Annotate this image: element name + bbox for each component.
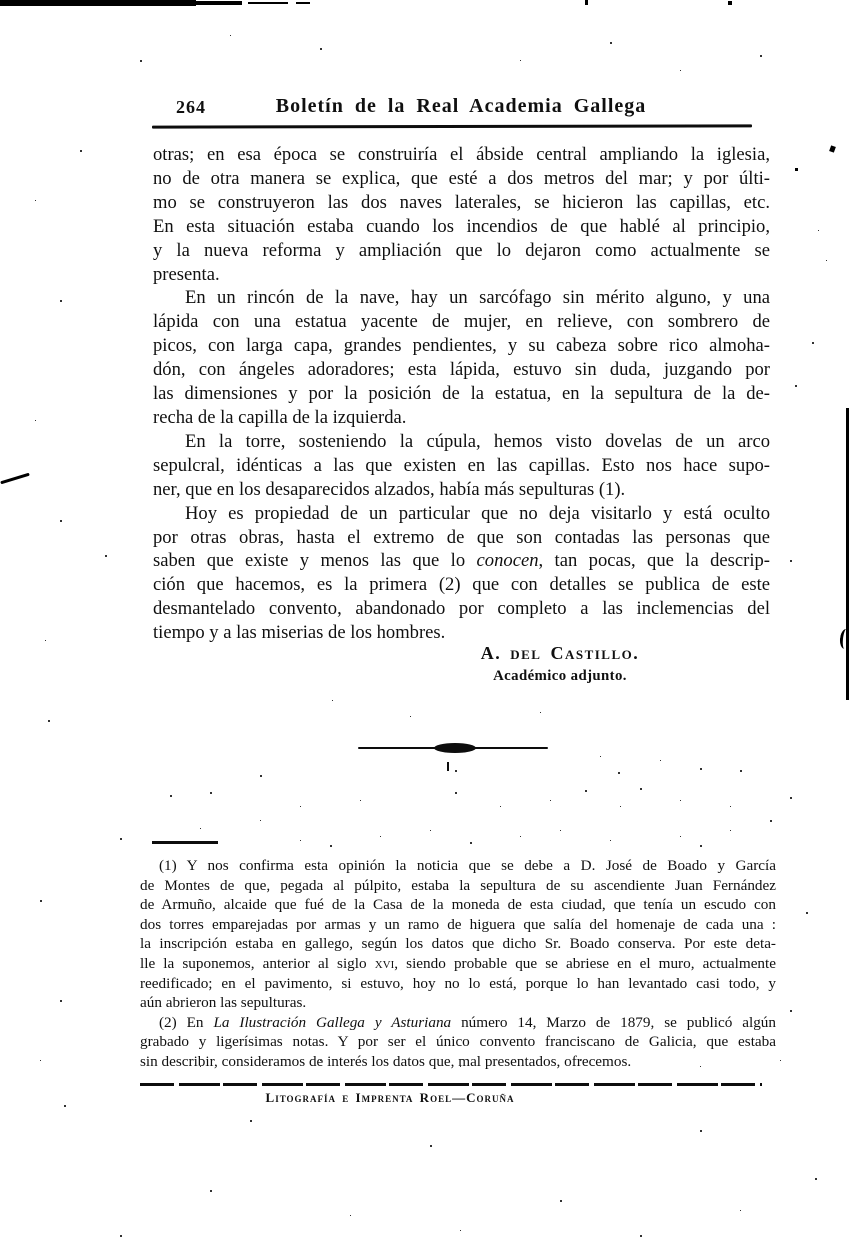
text-line: sepulcral, idénticas a las que existen en las capillas. Esto nos hace supo- xyxy=(153,454,770,476)
text-line: por otras obras, hasta el extremo de que son contadas las personas que xyxy=(153,526,770,548)
paragraph xyxy=(153,286,770,429)
scan-artifact-speck xyxy=(829,145,836,152)
text-line: ner, que en los desaparecidos alzados, había más sepulturas (1). xyxy=(153,478,626,500)
scan-artifact-right-blob xyxy=(839,628,850,649)
signature-name: A. del Castillo. xyxy=(480,643,640,663)
text-line: y la nueva reforma y ampliación que lo dejaron como actualmente se xyxy=(153,239,770,261)
footnote-separator-rule xyxy=(152,841,218,844)
text-line: ción que hacemos, es la primera (2) que con detalles se publica de este xyxy=(153,574,770,596)
text-line: presenta. xyxy=(153,263,220,285)
text-line: aún abrieron las sepulturas. xyxy=(140,994,307,1012)
text-line: saben que existe y menos las que lo conocen, tan pocas, que la descrip- xyxy=(153,550,770,572)
footer-rule xyxy=(140,1083,762,1086)
printer-imprint: Litografía e Imprenta Roel—Coruña xyxy=(265,1090,515,1105)
text-line: grabado y ligerísimas notas. Y por ser el único convento franciscano de Galicia, que estaba xyxy=(140,1033,776,1051)
scan-artifact-top-smudge xyxy=(0,0,196,6)
text-line: En la torre, sosteniendo la cúpula, hemos visto dovelas de un arco xyxy=(185,430,770,452)
text-line: dón, con ángeles adoradores; esta lápida, estuvo sin duda, juzgando por xyxy=(153,359,770,381)
scan-artifact-top-smudge xyxy=(585,0,588,5)
text-line: no de otra manera se explica, que esté a dos metros del mar; y por últi- xyxy=(153,167,770,189)
scan-artifact-top-smudge xyxy=(196,1,242,5)
text-line: lápida con una estatua yacente de mujer, en relieve, con sombrero de xyxy=(153,311,770,333)
body-text xyxy=(153,143,770,645)
header-title: Boletín de la Real Academia Gallega xyxy=(275,95,647,117)
divider-ornament-lens xyxy=(434,743,476,753)
scan-artifact-top-smudge xyxy=(296,2,310,4)
scan-artifact-speck xyxy=(795,168,798,171)
paragraph xyxy=(153,143,770,286)
scan-artifact-pen-mark xyxy=(0,473,30,485)
footnote xyxy=(140,1013,776,1072)
scan-artifact-top-smudge xyxy=(728,1,732,5)
scan-noise xyxy=(0,0,2,2)
divider-ornament-dot xyxy=(447,762,449,771)
text-line: otras; en esa época se construiría el ábside central ampliando la iglesia, xyxy=(153,144,770,165)
text-line: En esta situación estaba cuando los incendios de que hablé al principio, xyxy=(153,215,770,237)
text-line: En un rincón de la nave, hay un sarcófago sin mérito alguno, y una xyxy=(185,287,770,309)
text-line: (2) En La Ilustración Gallega y Asturiana número 14, Marzo de 1879, se publicó algún xyxy=(159,1013,776,1031)
paragraph xyxy=(153,430,770,502)
text-line: Hoy es propiedad de un particular que no deja visitarlo y está oculto xyxy=(185,502,770,524)
scan-artifact-top-smudge xyxy=(248,2,288,4)
text-line: de Montes de que, pegada al púlpito, estaba la sepultura de su ascendiente Juan Fernández xyxy=(140,876,776,894)
page-number: 264 xyxy=(176,97,206,117)
paragraph xyxy=(153,502,770,645)
text-line: tiempo y a las miserias de los hombres. xyxy=(153,622,446,644)
page-header xyxy=(152,95,770,125)
signature-block xyxy=(375,643,745,685)
text-line: sin describir, consideramos de interés los datos que, mal presentados, ofrecemos. xyxy=(140,1052,632,1070)
text-line: (1) Y nos confirma esta opinión la noticia que se debe a D. José de Boado y García xyxy=(159,857,776,874)
text-line: reedificado; en el pavimento, si estuvo, hoy no lo está, porque lo han levantado casi todo, y xyxy=(140,974,776,992)
footnote xyxy=(140,856,776,1013)
text-line: de Armuño, alcaide que fué de la Casa de la moneda de esta ciudad, que tenía un escudo con xyxy=(140,896,776,914)
scan-artifact-right-edge xyxy=(846,408,849,700)
signature-role: Académico adjunto. xyxy=(493,668,627,684)
text-line: picos, con larga capa, grandes pendientes, y su cabeza sobre rico almoha- xyxy=(153,335,770,357)
text-line: desmantelado convento, abandonado por completo a las inclemencias del xyxy=(153,598,770,620)
text-line: recha de la capilla de la izquierda. xyxy=(153,406,407,428)
text-line: dos torres emparejadas por armas y un ramo de higuera que salía del homenaje de cada una : xyxy=(140,915,776,933)
text-line: la inscripción estaba en gallego, según los datos que dicho Sr. Boado conserva. Por este deta- xyxy=(140,935,776,953)
header-rule xyxy=(152,124,752,128)
text-line: lle la suponemos, anterior al siglo xvi, siendo probable que se abriese en el muro, actualmente xyxy=(140,954,776,972)
footnotes xyxy=(140,856,776,1072)
text-line: mo se construyeron las dos naves laterales, se hicieron las capillas, etc. xyxy=(153,191,770,213)
text-line: las dimensiones y por la posición de la estatua, en la sepultura de la de- xyxy=(153,383,770,405)
